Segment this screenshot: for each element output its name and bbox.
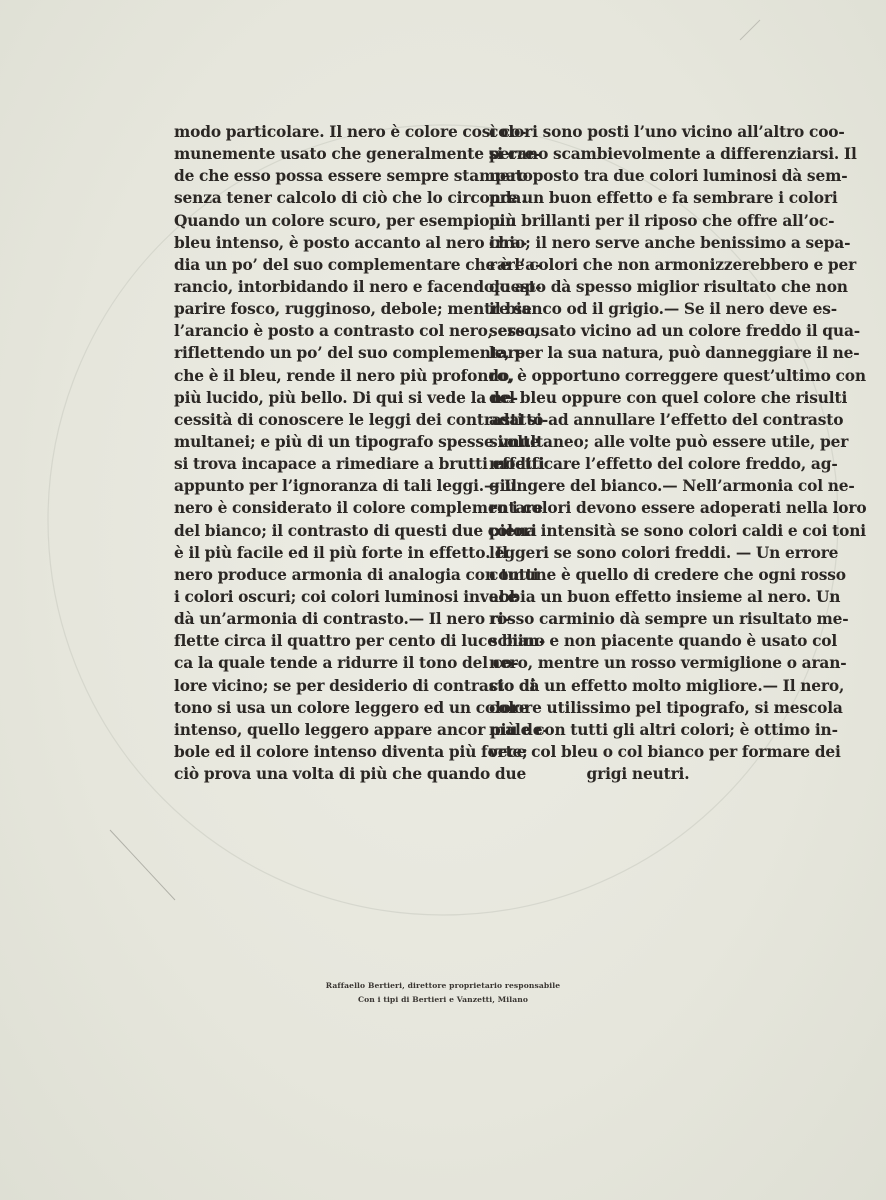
text-line: intenso, quello leggero appare ancor più de- [174,720,549,739]
text-line: riflettendo un po’ del suo complementare [174,344,526,363]
text-line: abbia un buon effetto insieme al nero. Un [489,587,841,606]
text-line: sere usato vicino ad un colore freddo il qua- [489,322,861,341]
text-line: modo particolare. Il nero è colore così co- [174,123,527,141]
text-line: rare colori che non armonizzerebbero e per [489,255,857,274]
text-line: è il più facile ed il più forte in effetto. Il [174,543,508,562]
text-line: colore utilissimo pel tipografo, si mescola [489,698,843,717]
text-line: Quando un colore scuro, per esempio un [174,211,517,230]
text-line: i colori oscuri; coi colori luminosi invece [174,587,518,606]
text-line: le, per la sua natura, può danneggiare il ne- [489,344,860,363]
text-line: bole ed il colore intenso diventa più forte; [174,742,528,761]
text-line: del bianco; il contrasto di questi due colori [174,521,537,540]
text-line: si trova incapace a rimediare a brutti effetti [174,455,545,474]
text-line: schino e non piacente quando è usato col [489,632,838,651]
text-line: dà un’armonia di contrasto.— Il nero ri- [174,610,510,629]
footer-director-line: Raffaello Bertieri, direttore proprietario responsabile [325,981,561,990]
text-line: più lucido, più bello. Di qui si vede la ne- [174,388,518,407]
text-line: cio dà un effetto molto migliore.— Il nero, [489,676,845,695]
text-line: flette circa il quattro per cento di luce bian- [174,632,546,651]
text-line: ro, è opportuno correggere quest’ultimo con [489,366,866,385]
footer-printer-line: Con i tipi di Bertieri e Vanzetti, Milano [357,995,529,1004]
text-line: cessità di conoscere le leggi dei contrasti si- [174,410,549,429]
text-line: nero, mentre un rosso vermiglione o aran- [489,654,847,673]
text-line: leggeri se sono colori freddi. — Un errore [489,543,839,562]
text-line: appunto per l’ignoranza di tali leggi.— Il [174,477,517,496]
text-line: che è il bleu, rende il nero più profondo, [174,366,515,385]
text-line: colori sono posti l’uno vicino all’altro coo- [489,123,845,141]
text-line: male con tutti gli altri colori; è ottimo in- [489,720,838,739]
text-line: ro i colori devono essere adoperati nella loro [489,499,867,518]
text-line: de che esso possa essere sempre stampato [174,167,533,186]
text-line: parire fosco, rugginoso, debole; mentre se [174,300,532,319]
text-line: bleu intenso, è posto accanto al nero irra- [174,233,527,252]
text-column-right [489,121,867,785]
text-line: modificare l’effetto del colore freddo, ag- [489,455,838,474]
text-line: chio; il nero serve anche benissimo a sepa- [489,233,851,252]
text-line: dia un po’ del suo complementare che è l’a- [174,255,542,274]
text-line: lore vicino; se per desiderio di contrasto di [174,676,536,695]
text-line: rancio, intorbidando il nero e facendolo ap- [174,277,542,296]
text-line: rosso carminio dà sempre un risultato me- [489,610,849,629]
text-line: più brillanti per il riposo che offre all’oc- [489,211,835,230]
text-line: nero è considerato il colore complementare [174,499,543,518]
text-line: perano scambievolmente a differenziarsi. Il [489,145,857,164]
text-line: pre un buon effetto e fa sembrare i colori [489,189,838,208]
text-line: questo dà spesso miglior risultato che non [489,277,848,296]
text-line: senza tener calcolo di ciò che lo circonda. [174,189,527,208]
text-line: il bianco od il grigio.— Se il nero deve es- [489,300,838,319]
text-line: piena intensità se sono colori caldi e coi toni [489,521,866,540]
text-line: nero posto tra due colori luminosi dà sem- [489,167,848,186]
text-line: simultaneo; alle volte può essere utile, per [489,432,849,451]
text-line: giungere del bianco.— Nell’armonia col ne- [489,477,855,496]
text-line: nero produce armonia di analogia con tutti [174,565,539,584]
text-line: multanei; e più di un tipografo spesse volte [174,432,540,451]
text-column-left [174,121,549,785]
text-line: vece col bleu o col bianco per formare dei [489,742,841,761]
text-line: grigi neutri. [586,765,690,784]
text-line: tono si usa un colore leggero ed un colore [174,698,529,717]
text-line: munemente usato che generalmente si cre- [174,145,541,164]
text-line: adatto ad annullare l’effetto del contrasto [489,410,844,429]
text-line: comune è quello di credere che ogni rosso [489,565,846,584]
text-line: ciò prova una volta di più che quando due [174,765,527,784]
text-line: del bleu oppure con quel colore che risulti [489,388,848,407]
text-line: l’arancio è posto a contrasto col nero, esso, [174,322,540,341]
text-line: ca la quale tende a ridurre il tono del co- [174,654,519,673]
